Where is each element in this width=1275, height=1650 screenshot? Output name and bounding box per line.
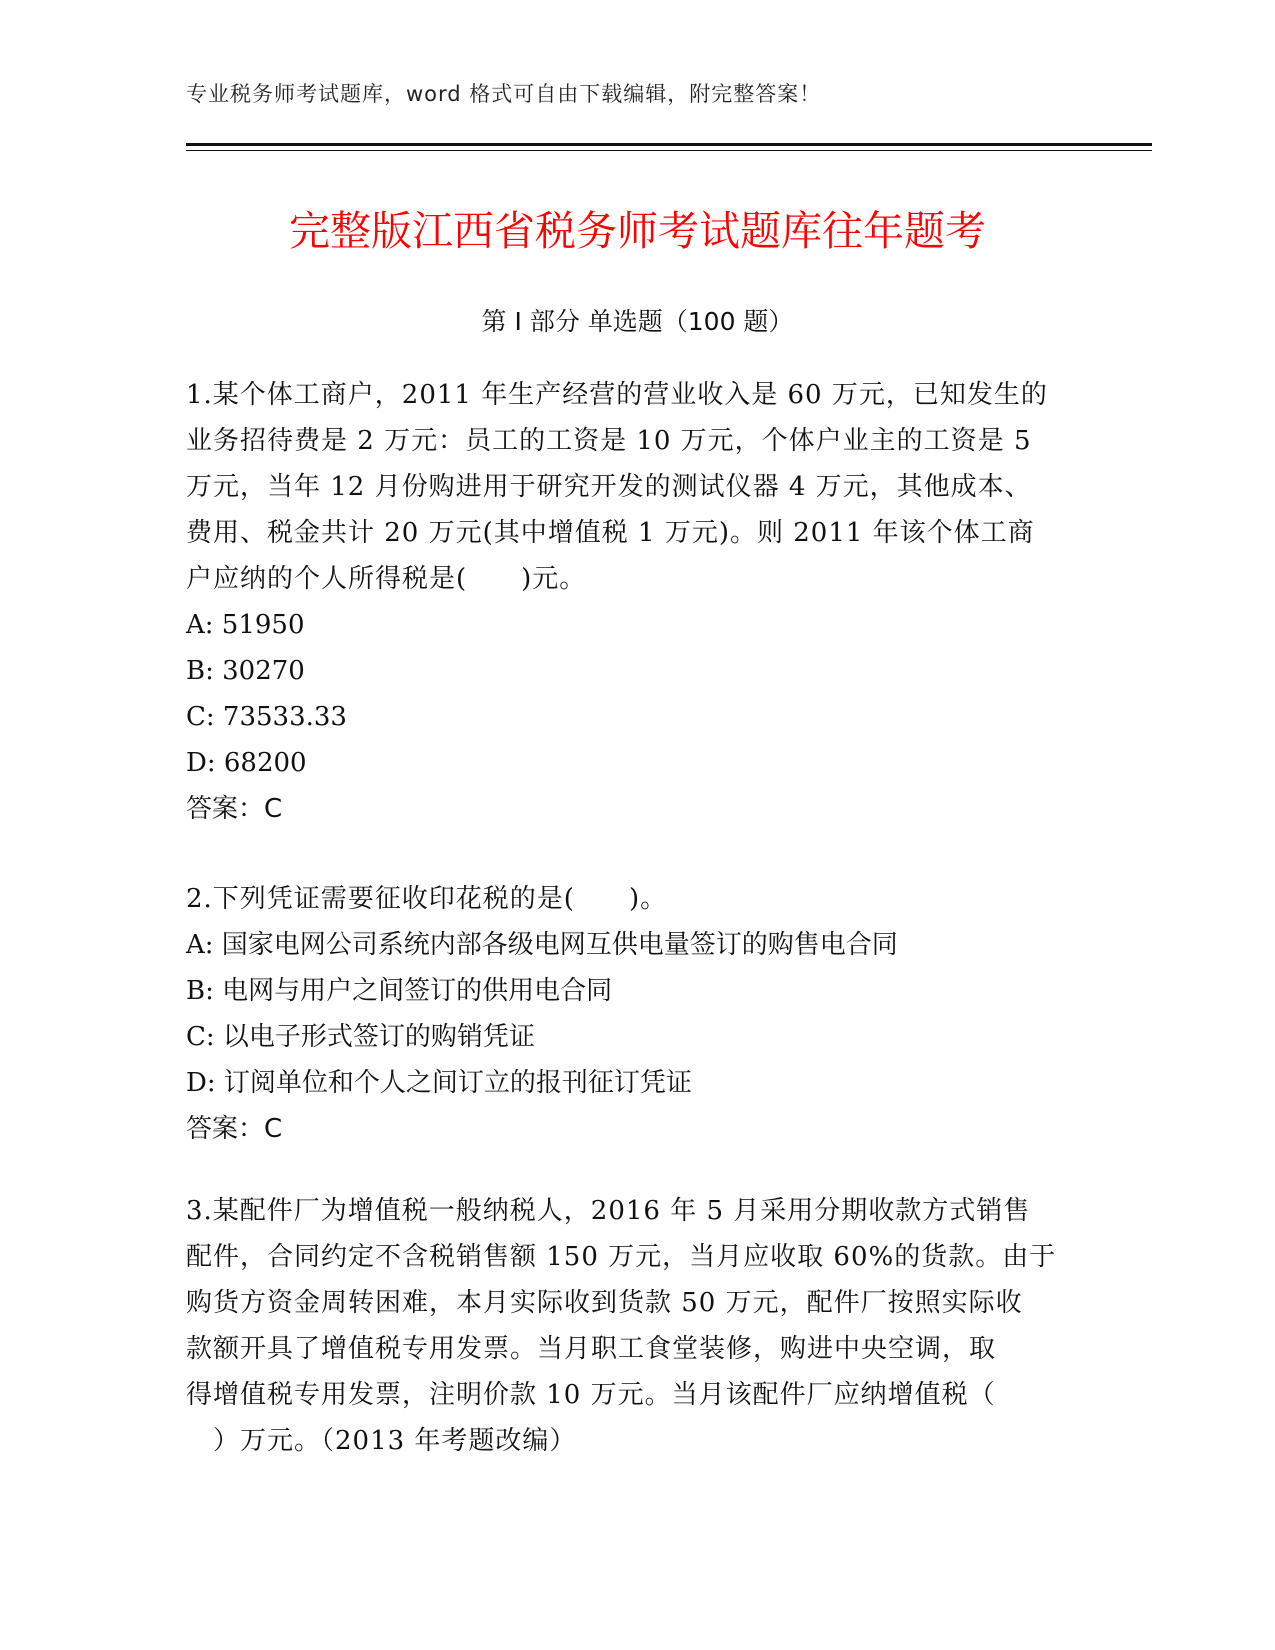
header-note: 专业税务师考试题库，word 格式可自由下载编辑，附完整答案！ bbox=[186, 82, 822, 106]
question-text-line: ）万元。（2013 年考题改编） bbox=[186, 1426, 577, 1456]
option-d: D: 68200 bbox=[186, 748, 307, 778]
answer-line: 答案：C bbox=[186, 794, 283, 824]
question-text-line: 2.下列凭证需要征收印花税的是( )。 bbox=[186, 884, 668, 914]
question-text-line: 购货方资金周转困难，本月实际收到货款 50 万元，配件厂按照实际收 bbox=[186, 1288, 1023, 1318]
question-text-line: 得增值税专用发票，注明价款 10 万元。当月该配件厂应纳增值税（ bbox=[186, 1380, 996, 1410]
option-a: A: 51950 bbox=[186, 610, 305, 640]
question-text-line: 户应纳的个人所得税是( )元。 bbox=[186, 564, 587, 594]
header-rule bbox=[186, 143, 1152, 146]
answer-line: 答案：C bbox=[186, 1114, 283, 1144]
question-3 bbox=[186, 1188, 1086, 1464]
question-text-line: 1.某个体工商户，2011 年生产经营的营业收入是 60 万元，已知发生的 bbox=[186, 380, 1048, 410]
document-title: 完整版江西省税务师考试题库往年题考 bbox=[289, 207, 986, 255]
question-1 bbox=[186, 372, 1086, 832]
header-rule-thin bbox=[186, 150, 1152, 151]
question-text-line: 3.某配件厂为增值税一般纳税人，2016 年 5 月采用分期收款方式销售 bbox=[186, 1196, 1031, 1226]
option-b: B: 电网与用户之间签订的供用电合同 bbox=[186, 976, 613, 1006]
option-c: C: 以电子形式签订的购销凭证 bbox=[186, 1022, 535, 1052]
option-d: D: 订阅单位和个人之间订立的报刊征订凭证 bbox=[186, 1068, 692, 1098]
question-text-line: 万元，当年 12 月份购进用于研究开发的测试仪器 4 万元，其他成本、 bbox=[186, 472, 1032, 502]
question-text-line: 款额开具了增值税专用发票。当月职工食堂装修，购进中央空调，取 bbox=[186, 1334, 997, 1364]
question-text-line: 费用、税金共计 20 万元(其中增值税 1 万元)。则 2011 年该个体工商 bbox=[186, 518, 1035, 548]
option-b: B: 30270 bbox=[186, 656, 305, 686]
question-text-line: 业务招待费是 2 万元：员工的工资是 10 万元，个体户业主的工资是 5 bbox=[186, 426, 1032, 456]
section-title: 第 I 部分 单选题（100 题） bbox=[481, 307, 794, 336]
option-a: A: 国家电网公司系统内部各级电网互供电量签订的购售电合同 bbox=[186, 930, 898, 960]
question-text-line: 配件，合同约定不含税销售额 150 万元，当月应收取 60%的货款。由于 bbox=[186, 1242, 1057, 1272]
option-c: C: 73533.33 bbox=[186, 702, 347, 732]
question-2 bbox=[186, 876, 1086, 1152]
